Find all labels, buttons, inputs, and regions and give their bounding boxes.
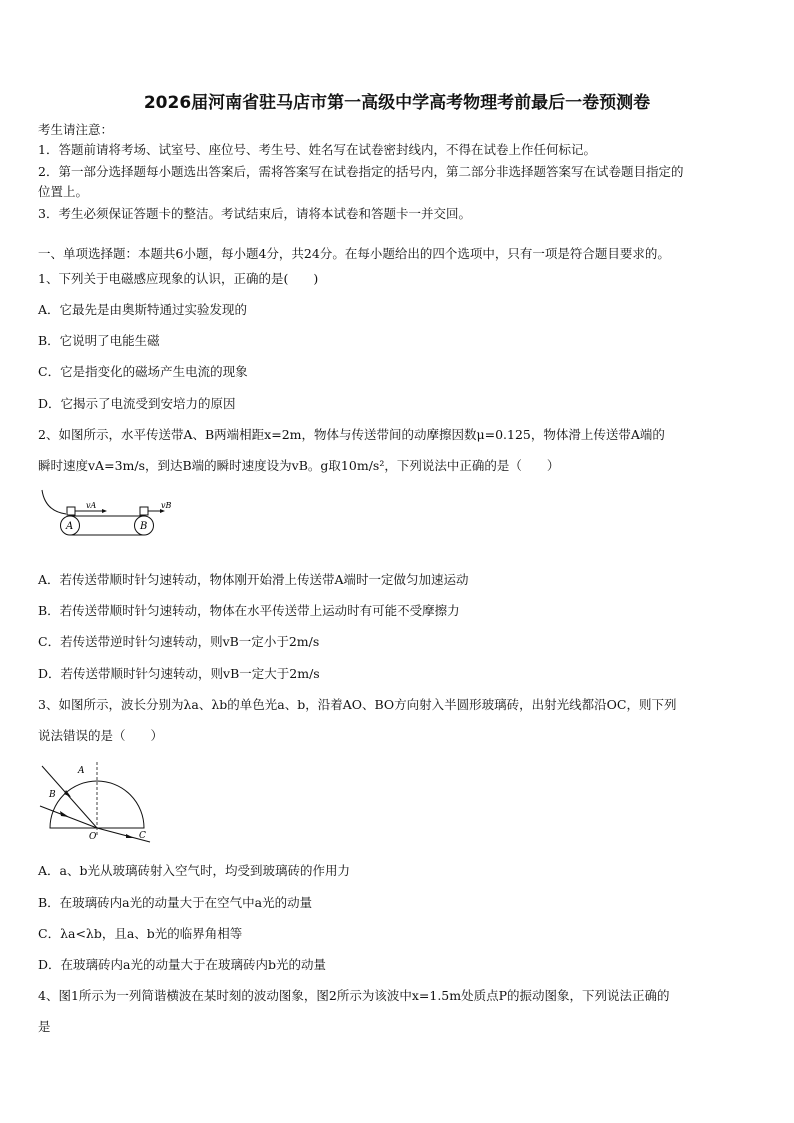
notice-item-2-cont: 位置上。: [38, 184, 89, 199]
notice-heading: 考生请注意：: [38, 122, 114, 137]
q3-option-d: D．在玻璃砖内a光的动量大于在玻璃砖内b光的动量: [38, 957, 326, 972]
q2-stem-line2: 瞬时速度vA=3m/s，到达B端的瞬时速度设为vB。g取10m/s²，下列说法中正确的是（ ）: [38, 458, 560, 473]
q3-stem-line1: 3、如图所示，波长分别为λa、λb的单色光a、b，沿着AO、BO方向射入半圆形玻璃砖，出射光线都沿OC，则下列: [38, 697, 677, 712]
label-b: B: [49, 790, 56, 800]
label-a: A: [66, 521, 74, 532]
conveyor-belt-figure: [36, 488, 186, 544]
q2-option-d: D．若传送带顺时针匀速转动，则vB一定大于2m/s: [38, 666, 320, 681]
q1-option-a: A．它最先是由奥斯特通过实验发现的: [38, 302, 248, 317]
q1-stem: 1、下列关于电磁感应现象的认识，正确的是( ): [38, 271, 319, 286]
q2-option-a: A．若传送带顺时针匀速转动，物体刚开始滑上传送带A端时一定做匀加速运动: [38, 572, 469, 587]
q4-stem-line1: 4、图1所示为一列简谐横波在某时刻的波动图象，图2所示为该波中x=1.5m处质点P的振动图象，下列说法正确的: [38, 988, 670, 1003]
q3-option-c: C．λa<λb，且a、b光的临界角相等: [38, 926, 243, 941]
q2-option-c: C．若传送带逆时针匀速转动，则vB一定小于2m/s: [38, 634, 320, 649]
section-heading: 一、单项选择题：本题共6小题，每小题4分，共24分。在每小题给出的四个选项中，只有一项是符合题目要求的。: [38, 246, 670, 261]
label-c: C: [139, 831, 146, 841]
label-b: B: [140, 521, 148, 532]
q3-option-b: B．在玻璃砖内a光的动量大于在空气中a光的动量: [38, 895, 313, 910]
page-title: 2026届河南省驻马店市第一高级中学高考物理考前最后一卷预测卷: [143, 93, 651, 113]
q3-stem-line2: 说法错误的是（ ）: [38, 728, 164, 743]
q1-option-c: C．它是指变化的磁场产生电流的现象: [38, 364, 248, 379]
notice-item-3: 3．考生必须保证答题卡的整洁。考试结束后，请将本试卷和答题卡一并交回。: [38, 206, 471, 221]
q1-option-b: B．它说明了电能生磁: [38, 333, 160, 348]
notice-item-2: 2．第一部分选择题每小题选出答案后，需将答案写在试卷指定的括号内，第二部分非选择题答案写在试卷题目指定的: [38, 164, 684, 179]
semicircle-glass-figure: [38, 756, 160, 844]
label-vb: vB: [161, 501, 172, 510]
q2-option-b: B．若传送带顺时针匀速转动，物体在水平传送带上运动时有可能不受摩擦力: [38, 603, 460, 618]
notice-item-1: 1．答题前请将考场、试室号、座位号、考生号、姓名写在试卷密封线内，不得在试卷上作任何标记。: [38, 142, 596, 157]
q1-option-d: D．它揭示了电流受到安培力的原因: [38, 396, 236, 411]
q3-option-a: A．a、b光从玻璃砖射入空气时，均受到玻璃砖的作用力: [38, 863, 350, 878]
label-a: A: [78, 766, 85, 776]
q4-stem-line2: 是: [38, 1019, 51, 1034]
label-va: vA: [86, 501, 97, 510]
q2-stem-line1: 2、如图所示，水平传送带A、B两端相距x=2m，物体与传送带间的动摩擦因数μ=0.125，物体滑上传送带A端的: [38, 427, 665, 442]
label-o: O: [89, 832, 97, 842]
